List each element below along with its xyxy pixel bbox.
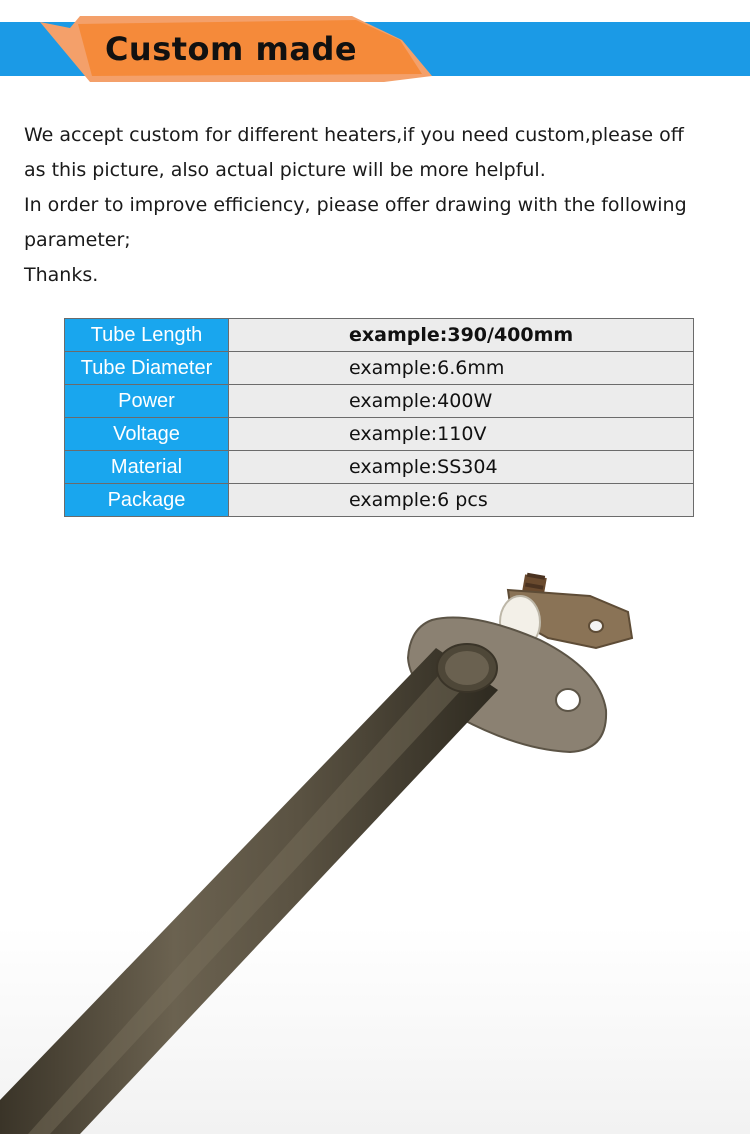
param-label: Tube Diameter [65, 352, 229, 385]
intro-line: Thanks. [24, 264, 99, 286]
intro-line: We accept custom for different heaters,if you need custom,please off [24, 124, 684, 146]
intro-text [24, 118, 740, 293]
table-row [65, 352, 694, 385]
param-label: Power [65, 385, 229, 418]
param-label: Tube Length [65, 319, 229, 352]
intro-line: parameter; [24, 229, 131, 251]
intro-line: as this picture, also actual picture will be more helpful. [24, 159, 546, 181]
param-value: example:6 pcs [229, 484, 694, 517]
param-value: example:400W [229, 385, 694, 418]
param-value: example:SS304 [229, 451, 694, 484]
table-row [65, 484, 694, 517]
intro-line: In order to improve efficiency, piease offer drawing with the following [24, 194, 687, 216]
heating-tube-element-image [0, 540, 750, 1134]
param-value: example:110V [229, 418, 694, 451]
param-value: example:6.6mm [229, 352, 694, 385]
table-row [65, 418, 694, 451]
table-row [65, 451, 694, 484]
param-label: Material [65, 451, 229, 484]
table-row [65, 385, 694, 418]
parameters-table [64, 318, 694, 517]
param-value: example:390/400mm [229, 319, 694, 352]
param-label: Voltage [65, 418, 229, 451]
table-row [65, 319, 694, 352]
param-label: Package [65, 484, 229, 517]
banner-title: Custom made [104, 30, 358, 68]
